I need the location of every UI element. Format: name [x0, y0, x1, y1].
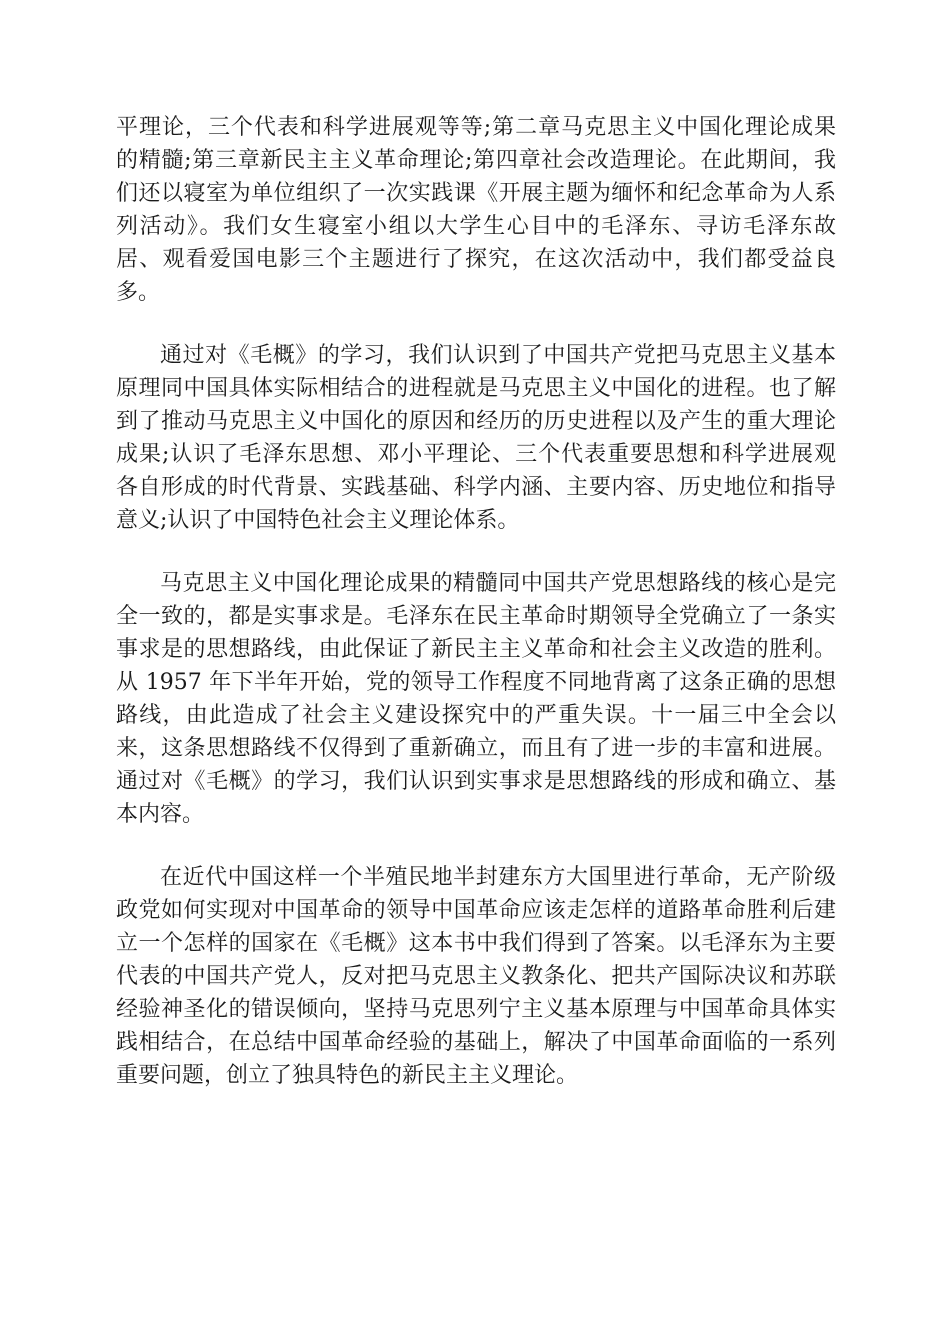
text-line: 到了推动马克思主义中国化的原因和经历的历史进程以及产生的重大理论	[116, 409, 836, 434]
text-line: 全一致的，都是实事求是。毛泽东在民主革命时期领导全党确立了一条实	[116, 604, 836, 629]
text-line: 从 1957 年下半年开始，党的领导工作程度不同地背离了这条正确的思想	[116, 670, 836, 695]
text-line: 来，这条思想路线不仅得到了重新确立，而且有了进一步的丰富和进展。	[116, 736, 836, 761]
text-line: 在近代中国这样一个半殖民地半封建东方大国里进行革命，无产阶级	[160, 865, 836, 890]
text-line: 通过对《毛概》的学习，我们认识到实事求是思想路线的形成和确立、基	[116, 769, 836, 794]
text-line: 意义;认识了中国特色社会主义理论体系。	[116, 508, 520, 533]
text-line: 本内容。	[116, 802, 205, 827]
text-line: 平理论，三个代表和科学进展观等等;第二章马克思主义中国化理论成果	[116, 115, 836, 140]
text-line: 的精髓;第三章新民主主义革命理论;第四章社会改造理论。在此期间，我	[116, 148, 836, 173]
text-line: 代表的中国共产党人，反对把马克思主义教条化、把共产国际决议和苏联	[116, 964, 836, 989]
document-page	[116, 111, 836, 1122]
text-line: 多。	[116, 280, 161, 305]
text-line: 居、观看爱国电影三个主题进行了探究，在这次活动中，我们都受益良	[116, 247, 836, 272]
text-line: 路线，由此造成了社会主义建设探究中的严重失误。十一届三中全会以	[116, 703, 836, 728]
text-line: 们还以寝室为单位组织了一次实践课《开展主题为缅怀和纪念革命为人系	[116, 181, 836, 206]
text-line: 重要问题，创立了独具特色的新民主主义理论。	[116, 1063, 579, 1088]
text-line: 践相结合，在总结中国革命经验的基础上，解决了中国革命面临的一系列	[116, 1030, 836, 1055]
text-line: 成果;认识了毛泽东思想、邓小平理论、三个代表重要思想和科学进展观	[116, 442, 836, 467]
paragraph-3	[116, 567, 836, 831]
text-line: 马克思主义中国化理论成果的精髓同中国共产党思想路线的核心是完	[160, 571, 836, 596]
text-line: 列活动》。我们女生寝室小组以大学生心目中的毛泽东、寻访毛泽东故	[116, 214, 836, 239]
paragraph-4	[116, 861, 836, 1092]
paragraph-1	[116, 111, 836, 309]
text-line: 经验神圣化的错误倾向，坚持马克思列宁主义基本原理与中国革命具体实	[116, 997, 836, 1022]
paragraph-2	[116, 339, 836, 537]
text-line: 通过对《毛概》的学习，我们认识到了中国共产党把马克思主义基本	[160, 343, 836, 368]
text-line: 立一个怎样的国家在《毛概》这本书中我们得到了答案。以毛泽东为主要	[116, 931, 836, 956]
text-line: 事求是的思想路线，由此保证了新民主主义革命和社会主义改造的胜利。	[116, 637, 836, 662]
text-line: 政党如何实现对中国革命的领导中国革命应该走怎样的道路革命胜利后建	[116, 898, 836, 923]
text-line: 原理同中国具体实际相结合的进程就是马克思主义中国化的进程。也了解	[116, 376, 836, 401]
text-line: 各自形成的时代背景、实践基础、科学内涵、主要内容、历史地位和指导	[116, 475, 836, 500]
